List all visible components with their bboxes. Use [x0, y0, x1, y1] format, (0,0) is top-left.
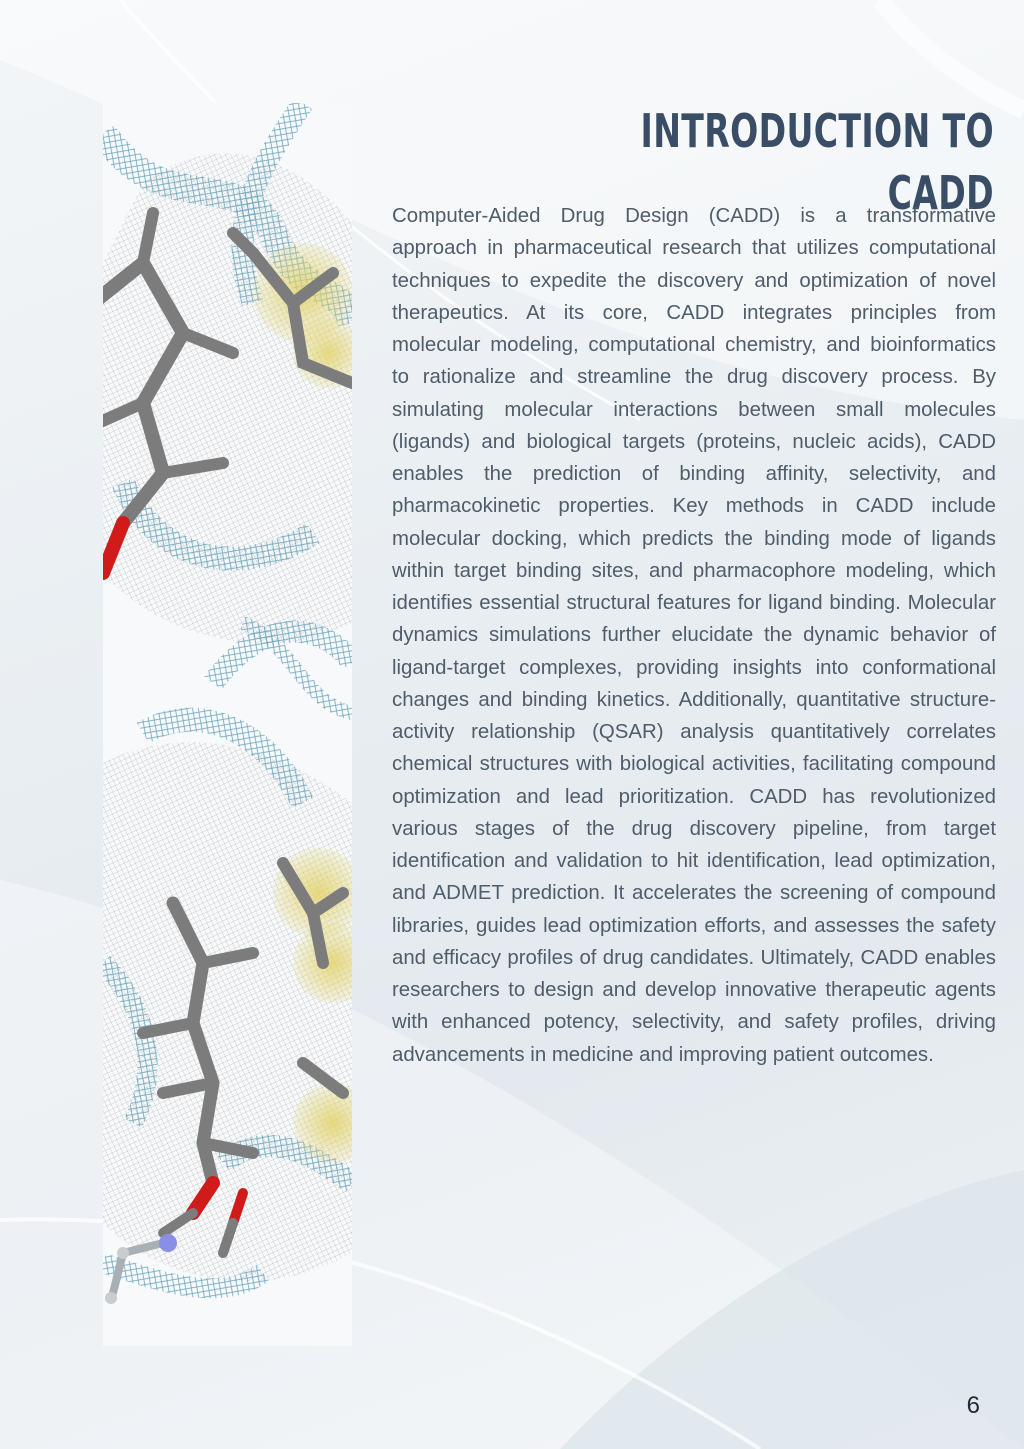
- page-number: 6: [966, 1392, 980, 1419]
- page-title: INTRODUCTION TO CADD: [640, 104, 994, 220]
- body-paragraph: Computer-Aided Drug Design (CADD) is a transformative approach in pharmaceutical research that utilizes computational techniques to expedite the discovery and optimization of novel therapeutics. At its core, CADD integrates principles from molecular modeling, computational chemistry, and bioinformatics to rationalize and streamline the drug discovery process. By simulating molecular interactions between small molecules (ligands) and biological targets (proteins, nucleic acids), CADD enables the prediction of binding affinity, selectivity, and pharmacokinetic properties. Key methods in CADD include molecular docking, which predicts the binding mode of ligands within target binding sites, and pharmacophore modeling, which identifies essential structural features for ligand binding. Molecular dynamics simulations further elucidate the dynamic behavior of ligand-target complexes, providing insights into conformational changes and binding kinetics. Additionally, quantitative structure-activity relationship (QSAR) analysis quantitatively correlates chemical structures with biological activities, facilitating compound optimization and lead prioritization. CADD has revolutionized various stages of the drug discovery pipeline, from target identification and validation to hit identification, lead optimization, and ADMET prediction. It accelerates the screening of compound libraries, guides lead optimization efforts, and assesses the safety and efficacy profiles of drug candidates. Ultimately, CADD enables researchers to design and develop innovative therapeutic agents with enhanced potency, selectivity, and safety profiles, driving advancements in medicine and improving patient outcomes.: [392, 205, 996, 1066]
- molecule-illustration: [103, 103, 352, 1346]
- molecular-structure-image: [103, 103, 352, 1346]
